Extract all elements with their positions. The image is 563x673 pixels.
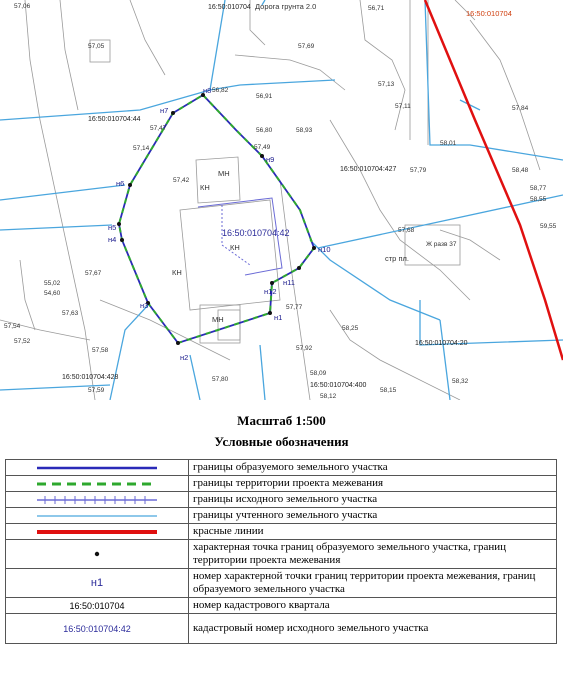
svg-text:57,58: 57,58: [92, 347, 109, 354]
legend-symbol: [6, 569, 189, 598]
point-label-n5: н5: [108, 223, 117, 232]
svg-text:57,49: 57,49: [254, 144, 271, 151]
lightblue-line-icon: [37, 510, 157, 522]
dot-icon: [87, 548, 107, 560]
legend-row: [6, 614, 557, 644]
legend-row: [6, 476, 557, 492]
svg-text:58,77: 58,77: [530, 185, 547, 192]
svg-text:57,69: 57,69: [298, 43, 315, 50]
svg-text:57,68: 57,68: [398, 227, 415, 234]
building-label: МН: [212, 315, 224, 324]
svg-text:58,09: 58,09: [310, 370, 327, 377]
svg-text:57,06: 57,06: [14, 3, 31, 10]
building-label: КН: [172, 268, 182, 277]
point-label-n2: н2: [180, 353, 189, 362]
svg-text:56,82: 56,82: [212, 87, 229, 94]
svg-text:54,60: 54,60: [44, 290, 61, 297]
svg-text:57,11: 57,11: [395, 103, 411, 110]
svg-text:57,52: 57,52: [14, 338, 31, 345]
svg-text:57,05: 57,05: [88, 43, 105, 50]
legend-symbol: [6, 614, 189, 644]
svg-text:57,63: 57,63: [62, 310, 79, 317]
point-label-n8: н8: [203, 86, 212, 95]
svg-text:56,80: 56,80: [256, 127, 273, 134]
point-label-n6: н6: [116, 179, 125, 188]
label-parcel-428: 16:50:010704:428: [62, 374, 119, 381]
point-label-n10: н10: [318, 245, 331, 254]
svg-text:58,01: 58,01: [440, 140, 457, 147]
building-label: КН: [200, 183, 210, 192]
svg-text:58,93: 58,93: [296, 127, 313, 134]
legend-text: номер кадастрового квартала: [189, 598, 557, 614]
point-label-n1: н1: [274, 313, 283, 322]
point-label-n4: н4: [108, 235, 117, 244]
point-label-n3: н3: [140, 301, 149, 310]
label-parcel-427: 16:50:010704:427: [340, 166, 397, 173]
legend-symbol-text: 16:50:010704: [69, 600, 125, 611]
svg-text:57,67: 57,67: [85, 270, 102, 277]
label-parcel-44: 16:50:010704:44: [88, 116, 141, 123]
legend-symbol-text: н1: [90, 577, 104, 589]
svg-text:57,42: 57,42: [173, 177, 190, 184]
area-label: стр пл.: [385, 254, 409, 263]
point-label-n12: н12: [264, 287, 277, 296]
legend-symbol: [6, 524, 189, 540]
legend-row: [6, 569, 557, 598]
svg-text:57,47: 57,47: [150, 125, 167, 132]
legend-symbol: [6, 598, 189, 614]
svg-text:57,84: 57,84: [512, 105, 529, 112]
svg-text:57,59: 57,59: [88, 387, 105, 394]
legend-text: границы учтенного земельного участка: [189, 508, 557, 524]
label-quarter-top-right: 16:50:010704: [466, 9, 512, 18]
svg-text:56,71: 56,71: [368, 5, 385, 12]
svg-text:57,80: 57,80: [212, 376, 229, 383]
legend-text: кадастровый номер исходного земельного участка: [189, 614, 557, 644]
svg-text:58,55: 58,55: [530, 196, 547, 203]
hatched-line-icon: [37, 494, 157, 506]
green-dashed-line-icon: [37, 478, 157, 490]
legend-row: [6, 540, 557, 569]
legend-symbol: [6, 460, 189, 476]
blue-solid-line-icon: [37, 462, 157, 474]
svg-text:58,25: 58,25: [342, 325, 359, 332]
svg-text:57,92: 57,92: [296, 345, 313, 352]
legend-text: границы исходного земельного участка: [189, 492, 557, 508]
legend-row: [6, 598, 557, 614]
legend-symbol: [6, 508, 189, 524]
legend-row: [6, 508, 557, 524]
svg-text:57,13: 57,13: [378, 81, 395, 88]
legend-text: характерная точка границ образуемого земельного участка, границ территории проекта межевания: [189, 540, 557, 569]
svg-text:57,77: 57,77: [286, 304, 303, 311]
point-label-n7: н7: [160, 106, 169, 115]
legend-symbol-text: 16:50:010704:42: [63, 623, 131, 634]
svg-text:57,14: 57,14: [133, 145, 150, 152]
legend-text: красные линии: [189, 524, 557, 540]
point-label-n11: н11: [283, 278, 295, 287]
svg-text:58,48: 58,48: [512, 167, 529, 174]
legend-row: [6, 524, 557, 540]
legend-row: [6, 460, 557, 476]
svg-text:56,91: 56,91: [256, 93, 273, 100]
svg-text:57,79: 57,79: [410, 167, 427, 174]
svg-text:58,12: 58,12: [320, 393, 337, 400]
svg-text:58,32: 58,32: [452, 378, 469, 385]
building-label: МН: [218, 169, 230, 178]
svg-text:55,02: 55,02: [44, 280, 61, 287]
legend-symbol: [6, 476, 189, 492]
svg-text:57,54: 57,54: [4, 323, 21, 330]
label-parcel-20: 16:50:010704:20: [415, 340, 468, 347]
legend-row: [6, 492, 557, 508]
scale-label: Масштаб 1:500: [237, 413, 326, 428]
legend-table: [5, 459, 557, 644]
legend-symbol: [6, 540, 189, 569]
label-main-parcel: 16:50:010704:42: [222, 228, 290, 238]
legend-title: Условные обозначения: [214, 434, 349, 449]
svg-text:59,55: 59,55: [540, 223, 557, 230]
legend-text: границы территории проекта межевания: [189, 476, 557, 492]
legend-symbol: [6, 492, 189, 508]
label-soil-road: Дорога грунта 2.0: [255, 2, 317, 11]
legend-text: номер характерной точки границ территории проекта межевания, границ образуемого земельного участка: [189, 569, 557, 598]
point-label-n9: н9: [266, 155, 275, 164]
label-quarter-top: 16:50:010704: [208, 4, 251, 11]
legend-text: границы образуемого земельного участка: [189, 460, 557, 476]
svg-text:58,15: 58,15: [380, 387, 397, 394]
label-parcel-400: 16:50:010704:400: [310, 382, 367, 389]
building-label: КН: [230, 243, 240, 252]
red-line-icon: [37, 526, 157, 538]
area-label: Ж разв 37: [426, 241, 457, 248]
